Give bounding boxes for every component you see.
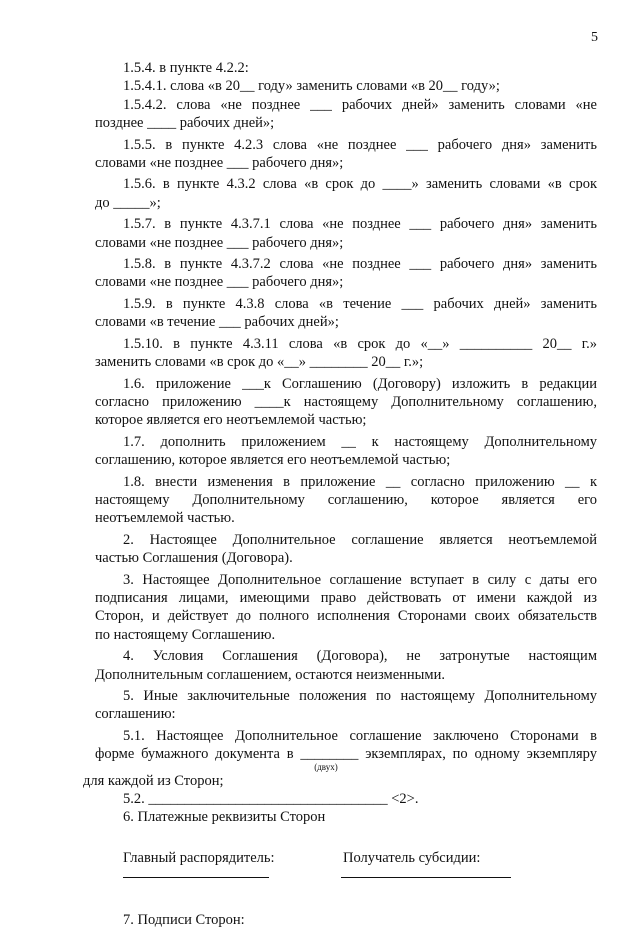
document-body	[83, 59, 597, 929]
clause-1-5-10: 1.5.10. в пункте 4.3.11 слова «в срок до «__» __________ 20__ г.» заменить словами «в срок до «__» ________ 20__ г.»;	[95, 335, 597, 371]
left-party-label: Главный распорядитель:	[123, 849, 275, 866]
clause-5-1: 5.1. Настоящее Дополнительное соглашение заключено Сторонами в форме бумажного документа в ________ экземплярах, по одному экземпляру (двух) для каждой из Сторон;	[95, 727, 597, 790]
clause-1-6: 1.6. приложение ___к Соглашению (Договору) изложить в редакции согласно приложению ____к настоящему Дополнительному соглашению, которое является его неотъемлемой частью;	[95, 375, 597, 429]
clause-3: 3. Настоящее Дополнительное соглашение вступает в силу с даты его подписания лицами, имеющими право действовать от имени каждой из Сторон, и действует до полного исполнения Сторонами своих обязательств по настоящему Соглашению.	[95, 571, 597, 643]
clause-2: 2. Настоящее Дополнительное соглашение является неотъемлемой частью Соглашения (Договора).	[95, 531, 597, 567]
clause-4: 4. Условия Соглашения (Договора), не затронутые настоящим Дополнительным соглашением, остаются неизменными.	[95, 648, 597, 683]
section-6-title: 6. Платежные реквизиты Сторон	[123, 809, 326, 826]
clause-1-5-4-1: 1.5.4.1. слова «в 20__ году» заменить словами «в 20__ году»;	[123, 78, 500, 95]
clause-1-5-4: 1.5.4. в пункте 4.2.2:	[123, 60, 249, 76]
clause-1-5-8: 1.5.8. в пункте 4.3.7.2 слова «не позднее ___ рабочего дня» заменить словами «не позднее ___ рабочего дня»;	[95, 256, 597, 291]
section-7-title: 7. Подписи Сторон:	[123, 911, 245, 928]
clause-1-5-9: 1.5.9. в пункте 4.3.8 слова «в течение ___ рабочих дней» заменить словами «в течение ___ рабочих дней»;	[95, 295, 597, 331]
clause-1-5-5: 1.5.5. в пункте 4.2.3 слова «не позднее ___ рабочего дня» заменить словами «не позднее ___ рабочего дня»;	[95, 136, 597, 172]
copies-hint: (двух)	[314, 761, 338, 772]
clause-1-7: 1.7. дополнить приложением __ к настоящему Дополнительному соглашению, которое является его неотъемлемой частью;	[95, 433, 597, 469]
clause-1-5-6: 1.5.6. в пункте 4.3.2 слова «в срок до ____» заменить словами «в срок до _____»;	[95, 176, 597, 211]
clause-5-2: 5.2. _________________________________ <2>.	[123, 791, 419, 808]
left-signature-line	[123, 877, 269, 878]
page-number: 5	[591, 30, 598, 45]
clause-1-5-4-2: 1.5.4.2. слова «не позднее ___ рабочих дней» заменить словами «не позднее ____ рабочих дней»;	[95, 96, 597, 132]
clause-5: 5. Иные заключительные положения по настоящему Дополнительному соглашению:	[95, 688, 597, 723]
signature-labels	[95, 850, 597, 867]
right-party-label: Получатель субсидии:	[343, 849, 481, 866]
clause-1-8: 1.8. внести изменения в приложение __ согласно приложению __ к настоящему Дополнительному соглашению, которое является его неотъемлемой частью.	[95, 473, 597, 527]
clause-1-5-7: 1.5.7. в пункте 4.3.7.1 слова «не позднее ___ рабочего дня» заменить словами «не позднее ___ рабочего дня»;	[95, 216, 597, 251]
right-signature-line	[341, 877, 511, 878]
signature-lines	[95, 877, 597, 878]
